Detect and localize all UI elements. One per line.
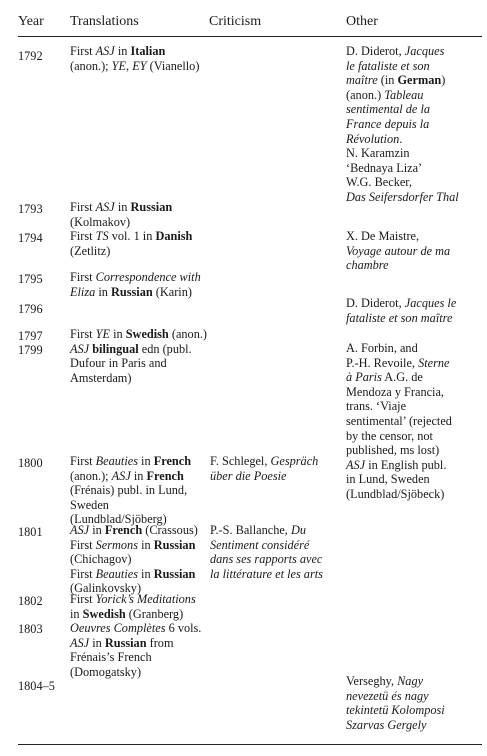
- entry-line: N. Karamzin: [346, 146, 410, 161]
- year-label: 1800: [18, 456, 43, 470]
- entry-line: (Galinkovsky): [70, 581, 142, 596]
- bottom-rule: [18, 744, 482, 745]
- entry-line: tekintetü Kolomposi: [346, 703, 445, 718]
- entry-line: (anon.); YE, EY (Vianello): [70, 58, 200, 73]
- entry-line: Sentiment considéré: [210, 537, 310, 552]
- criticism-entry: [210, 523, 342, 581]
- entry-line: trans. ‘Viaje: [346, 399, 407, 414]
- entry-line: P.-S. Ballanche, Du: [210, 523, 306, 537]
- translations-entry: [70, 200, 208, 258]
- entry-line: Eliza in Russian (Karin): [70, 284, 192, 299]
- entry-line: ‘Bednaya Liza’: [346, 160, 423, 175]
- entry-line: (anon.); ASJ in French: [70, 468, 184, 483]
- entry-line: Amsterdam): [70, 370, 132, 385]
- entry-line: ASJ in English publ.: [346, 457, 447, 472]
- translations-entry: [70, 44, 208, 73]
- entry-line: (Zetlitz): [70, 243, 111, 258]
- entry-line: la littérature et les arts: [210, 566, 323, 581]
- entry-line: Sweden: [70, 497, 109, 512]
- entry-line: (Lundblad/Sjöberg): [70, 512, 167, 527]
- entry-line: sentimental’ (rejected: [346, 413, 452, 428]
- entry-line: (Frénais) publ. in Lund,: [70, 483, 188, 498]
- entry-line: sentimental de la: [346, 102, 431, 117]
- other-entry: [346, 674, 484, 732]
- header-rule: [18, 36, 482, 37]
- entry-line: Szarvas Gergely: [346, 717, 427, 732]
- entry-line: France depuis la: [346, 116, 430, 131]
- entry-line: First TS vol. 1 in Danish: [70, 229, 193, 244]
- entry-line: nevezetü és nagy: [346, 688, 429, 703]
- entry-line: ASJ in French (Crassous): [70, 523, 198, 537]
- entry-line: First ASJ in Italian: [70, 44, 166, 58]
- entry-line: Frénais’s French: [70, 650, 152, 665]
- other-entry: [346, 229, 484, 273]
- year-label: 1801: [18, 525, 43, 539]
- year-label: 1794: [18, 231, 43, 245]
- year-label: 1802: [18, 594, 43, 608]
- year-label: 1799: [18, 343, 43, 357]
- entry-line: (anon.) Tableau: [346, 87, 424, 102]
- entry-line: ASJ in Russian from: [70, 635, 174, 650]
- entry-line: Verseghy, Nagy: [346, 674, 424, 688]
- entry-line: chambre: [346, 258, 389, 273]
- entry-line: First Beauties in Russian: [70, 566, 196, 581]
- other-column-header: Other: [346, 14, 378, 29]
- entry-line: Révolution.: [346, 131, 403, 146]
- entry-line: F. Schlegel, Gespräch: [210, 454, 319, 468]
- entry-line: First YE in Swedish (anon.): [70, 327, 208, 341]
- entry-line: über die Poesie: [210, 468, 287, 483]
- entry-line: (Lundblad/Sjöbeck): [346, 486, 445, 501]
- entry-line: A. Forbin, and: [346, 341, 418, 355]
- entry-line: First Sermons in Russian: [70, 537, 196, 552]
- entry-line: Dufour in Paris and: [70, 356, 167, 371]
- year-label: 1795: [18, 272, 43, 286]
- entry-line: (Chichagov): [70, 552, 132, 567]
- year-label: 1792: [18, 49, 43, 63]
- other-entry: [346, 296, 484, 325]
- entry-line: dans ses rapports avec: [210, 552, 323, 567]
- criticism-column-header: Criticism: [209, 14, 262, 29]
- entry-line: fataliste et son maître: [346, 310, 453, 325]
- entry-line: First Beauties in French: [70, 454, 192, 468]
- entry-line: maître (in German): [346, 73, 446, 88]
- entry-line: Voyage autour de ma: [346, 243, 451, 258]
- entry-line: in Swedish (Granberg): [70, 606, 184, 621]
- entry-line: Mendoza y Francia,: [346, 384, 444, 399]
- entry-line: ASJ bilingual edn (publ.: [70, 341, 192, 356]
- entry-line: le fataliste et son: [346, 58, 430, 73]
- entry-line: D. Diderot, Jacques le: [346, 296, 457, 310]
- entry-line: (Domogatsky): [70, 664, 142, 679]
- translations-entry: [70, 454, 208, 527]
- entry-line: (Kolmakov): [70, 214, 131, 229]
- translations-entry: [70, 523, 208, 596]
- entry-line: First Correspondence with: [70, 270, 201, 284]
- entry-line: X. De Maistre,: [346, 229, 420, 243]
- entry-line: Das Seifersdorfer Thal: [346, 189, 459, 204]
- year-label: 1803: [18, 622, 43, 636]
- other-entry: [346, 341, 484, 502]
- entry-line: à Paris A.G. de: [346, 370, 423, 385]
- criticism-entry: [210, 454, 342, 483]
- entry-line: First ASJ in Russian: [70, 200, 173, 214]
- other-entry: [346, 44, 484, 205]
- entry-line: Oeuvres Complètes 6 vols.: [70, 621, 202, 636]
- translations-entry: [70, 592, 208, 680]
- year-label: 1793: [18, 202, 43, 216]
- entry-line: P.-H. Revoile, Sterne: [346, 355, 450, 370]
- entry-line: W.G. Becker,: [346, 175, 412, 190]
- translations-entry: [70, 270, 208, 299]
- year-column-header: Year: [18, 14, 44, 29]
- translations-column-header: Translations: [70, 14, 139, 29]
- year-label: 1797: [18, 329, 43, 343]
- entry-line: published, ms lost): [346, 443, 440, 458]
- entry-line: in Lund, Sweden: [346, 472, 430, 487]
- entry-line: by the censor, not: [346, 428, 433, 443]
- entry-line: D. Diderot, Jacques: [346, 44, 445, 58]
- entry-line: First Yorick’s Meditations: [70, 592, 196, 606]
- translations-entry: [70, 327, 208, 385]
- year-label: 1804–5: [18, 679, 55, 693]
- year-label: 1796: [18, 302, 43, 316]
